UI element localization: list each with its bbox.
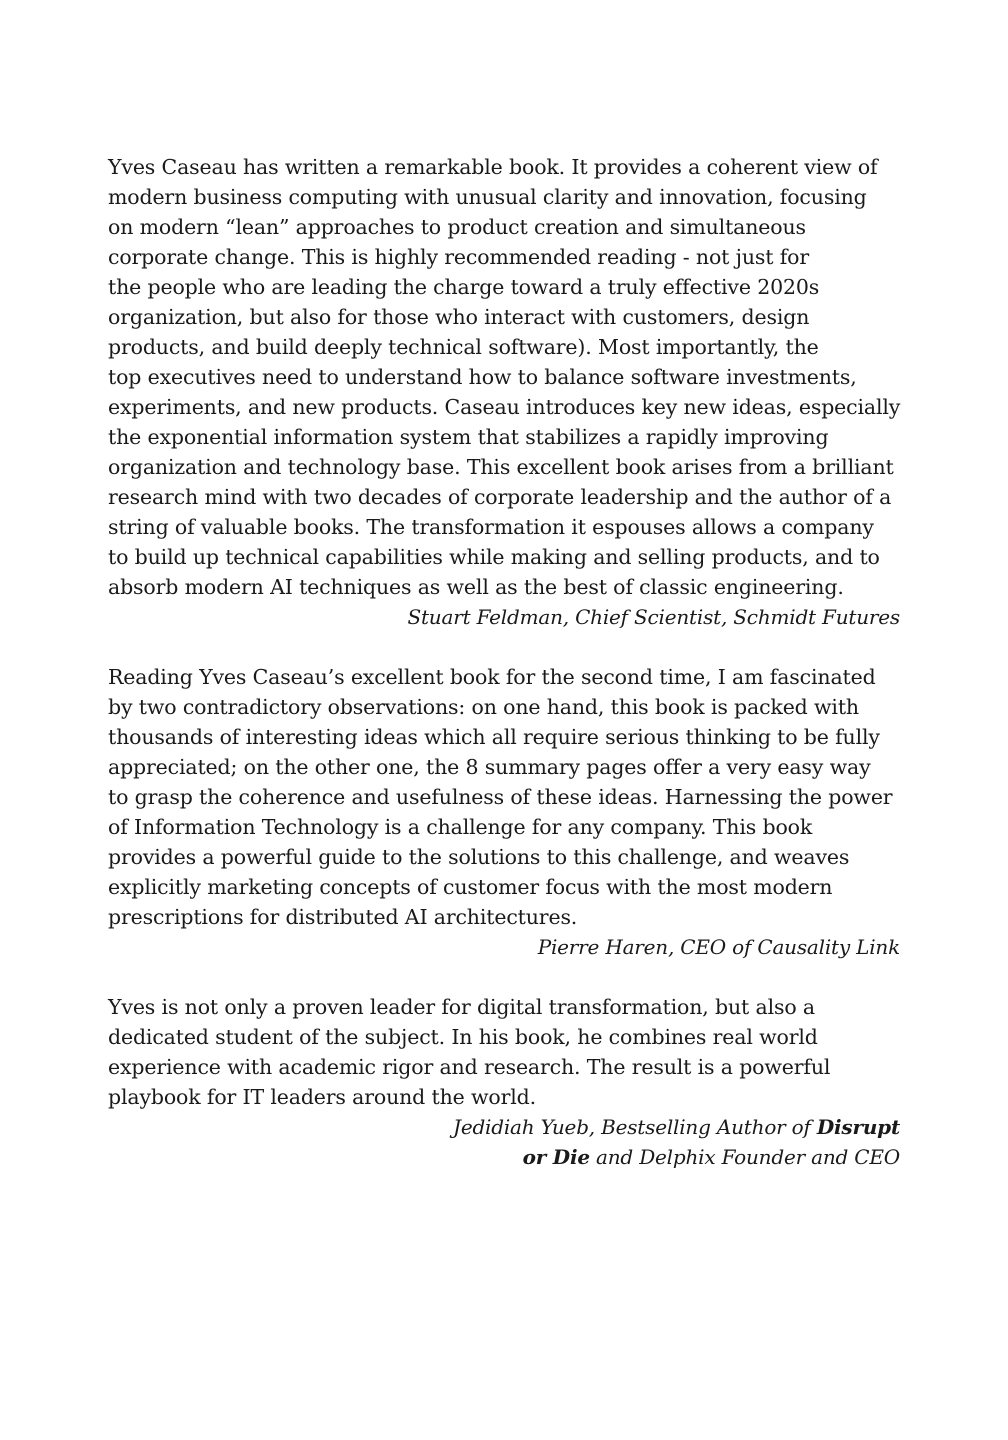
endorsement-text-line: research mind with two decades of corporate leadership and the author of a — [108, 485, 892, 509]
endorsement-text-line: by two contradictory observations: on one hand, this book is packed with — [108, 695, 859, 719]
endorsement-text-line: experience with academic rigor and research. The result is a powerful — [108, 1055, 831, 1079]
endorsement-text-line: Yves is not only a proven leader for digital transformation, but also a — [108, 995, 815, 1019]
endorsement-text-line: to build up technical capabilities while making and selling products, and to — [108, 545, 880, 569]
attribution-role-text: and Delphix Founder and CEO — [589, 1145, 900, 1169]
endorsement-text-line: the exponential information system that stabilizes a rapidly improving — [108, 425, 829, 449]
endorsement-text-line: organization, but also for those who interact with customers, design — [108, 305, 810, 329]
endorsement-attribution-line-1 — [108, 1112, 900, 1142]
endorsement-text-line: organization and technology base. This excellent book arises from a brilliant — [108, 455, 894, 479]
endorsement-yueb — [108, 992, 900, 1172]
endorsement-text-line: string of valuable books. The transformation it espouses allows a company — [108, 515, 874, 539]
endorsement-text-line: playbook for IT leaders around the world. — [108, 1085, 536, 1109]
endorsement-haren — [108, 662, 900, 962]
attribution-author-text: Jedidiah Yueb, Bestselling Author of — [453, 1115, 817, 1139]
endorsements-page — [108, 152, 900, 1202]
endorsement-text-line: top executives need to understand how to balance software investments, — [108, 365, 857, 389]
endorsement-text-line: products, and build deeply technical software). Most importantly, the — [108, 335, 819, 359]
endorsement-text-line: the people who are leading the charge toward a truly effective 2020s — [108, 275, 820, 299]
endorsement-text-line: appreciated; on the other one, the 8 summary pages offer a very easy way — [108, 755, 871, 779]
endorsement-attribution-line-2 — [108, 1142, 900, 1172]
endorsement-text-line: corporate change. This is highly recommended reading - not just for — [108, 245, 809, 269]
attribution-book-title: or Die — [522, 1145, 590, 1169]
endorsement-feldman — [108, 152, 900, 632]
endorsement-text-line: experiments, and new products. Caseau introduces key new ideas, especially — [108, 395, 901, 419]
endorsement-attribution: Pierre Haren, CEO of Causality Link — [537, 935, 900, 959]
endorsement-text-line: modern business computing with unusual clarity and innovation, focusing — [108, 185, 867, 209]
endorsement-text-line: of Information Technology is a challenge for any company. This book — [108, 815, 813, 839]
endorsement-text-line: to grasp the coherence and usefulness of these ideas. Harnessing the power — [108, 785, 893, 809]
endorsement-text-line: thousands of interesting ideas which all require serious thinking to be fully — [108, 725, 880, 749]
endorsement-text-line: dedicated student of the subject. In his book, he combines real world — [108, 1025, 818, 1049]
endorsement-text-line: Yves Caseau has written a remarkable book. It provides a coherent view of — [108, 155, 878, 179]
endorsement-text-line: explicitly marketing concepts of customer focus with the most modern — [108, 875, 833, 899]
endorsement-text-line: Reading Yves Caseau’s excellent book for the second time, I am fascinated — [108, 665, 876, 689]
endorsement-attribution: Stuart Feldman, Chief Scientist, Schmidt Futures — [407, 605, 900, 629]
endorsement-text-line: on modern “lean” approaches to product creation and simultaneous — [108, 215, 806, 239]
endorsement-text-line: absorb modern AI techniques as well as the best of classic engineering. — [108, 575, 844, 599]
attribution-book-title: Disrupt — [816, 1115, 900, 1139]
endorsement-text-line: provides a powerful guide to the solutions to this challenge, and weaves — [108, 845, 850, 869]
endorsement-text-line: prescriptions for distributed AI architectures. — [108, 905, 578, 929]
